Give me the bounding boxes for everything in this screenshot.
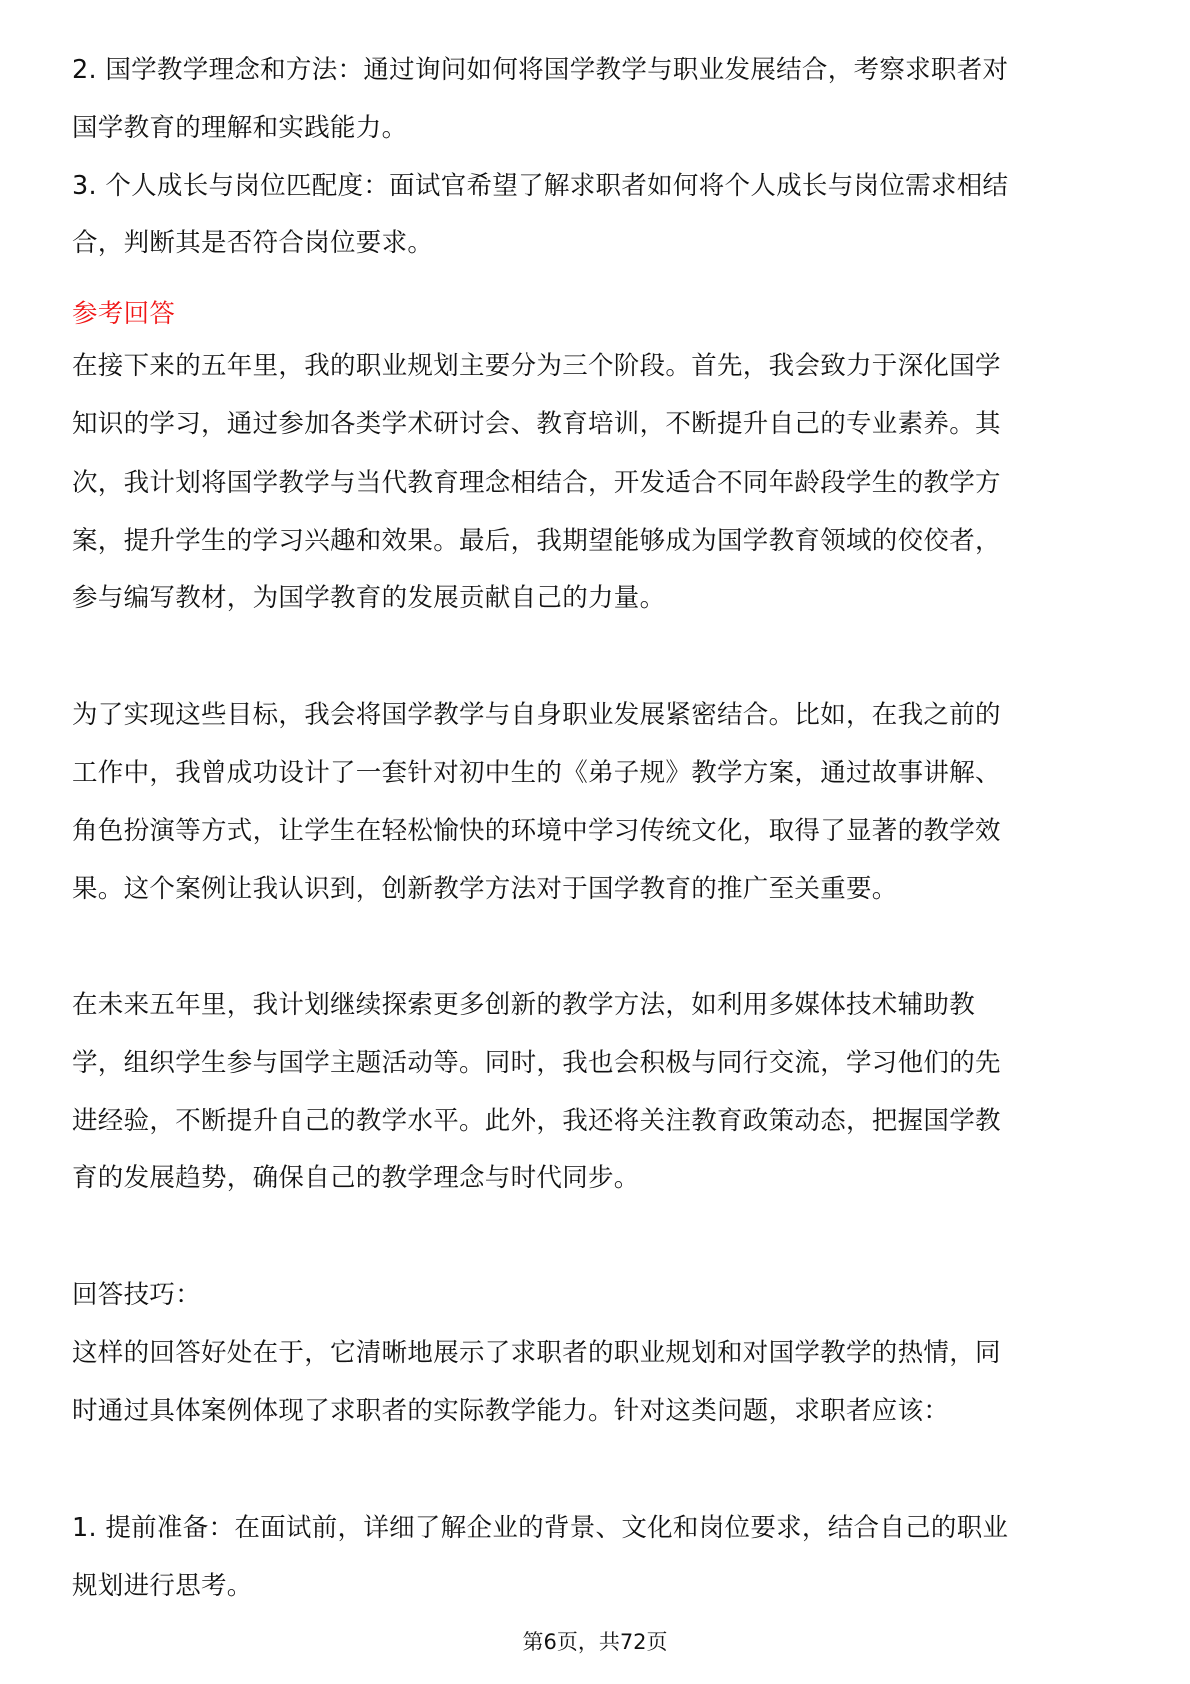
- answer-p1-line: 次，我计划将国学教学与当代教育理念相结合，开发适合不同年龄段学生的教学方: [72, 468, 1001, 498]
- answer-p1-line: 在接下来的五年里，我的职业规划主要分为三个阶段。首先，我会致力于深化国学: [72, 351, 1001, 381]
- point-3-line-2: 合，判断其是否符合岗位要求。: [72, 228, 434, 258]
- tip-1-line-1: 1. 提前准备：在面试前，详细了解企业的背景、文化和岗位要求，结合自己的职业: [72, 1513, 1009, 1543]
- page-number: 第6页，共72页: [522, 1630, 668, 1654]
- point-2-line-1: 2. 国学教学理念和方法：通过询问如何将国学教学与职业发展结合，考察求职者对: [72, 55, 1009, 85]
- answer-p2-line: 角色扮演等方式，让学生在轻松愉快的环境中学习传统文化，取得了显著的教学效: [72, 816, 1001, 846]
- answer-p2-line: 工作中，我曾成功设计了一套针对初中生的《弟子规》教学方案，通过故事讲解、: [72, 758, 1001, 788]
- tips-heading: 回答技巧：: [72, 1280, 202, 1310]
- tips-line: 这样的回答好处在于，它清晰地展示了求职者的职业规划和对国学教学的热情，同: [72, 1338, 1001, 1368]
- point-2-line-2: 国学教育的理解和实践能力。: [72, 113, 408, 143]
- answer-p1-line: 案，提升学生的学习兴趣和效果。最后，我期望能够成为国学教育领域的佼佼者，: [72, 526, 1001, 556]
- tips-line: 时通过具体案例体现了求职者的实际教学能力。针对这类问题，求职者应该：: [72, 1396, 950, 1426]
- answer-p3-line: 育的发展趋势，确保自己的教学理念与时代同步。: [72, 1163, 640, 1193]
- tip-1-line-2: 规划进行思考。: [72, 1571, 253, 1601]
- answer-p2-line: 果。这个案例让我认识到，创新教学方法对于国学教育的推广至关重要。: [72, 874, 898, 904]
- answer-p1-line: 知识的学习，通过参加各类学术研讨会、教育培训，不断提升自己的专业素养。其: [72, 409, 1001, 439]
- answer-p1-line: 参与编写教材，为国学教育的发展贡献自己的力量。: [72, 583, 666, 613]
- answer-p3-line: 学，组织学生参与国学主题活动等。同时，我也会积极与同行交流，学习他们的先: [72, 1048, 1001, 1078]
- answer-p3-line: 在未来五年里，我计划继续探索更多创新的教学方法，如利用多媒体技术辅助教: [72, 990, 976, 1020]
- answer-p2-line: 为了实现这些目标，我会将国学教学与自身职业发展紧密结合。比如，在我之前的: [72, 700, 1001, 730]
- answer-p3-line: 进经验，不断提升自己的教学水平。此外，我还将关注教育政策动态，把握国学教: [72, 1106, 1001, 1136]
- answer-heading: 参考回答: [72, 299, 176, 329]
- point-3-line-1: 3. 个人成长与岗位匹配度：面试官希望了解求职者如何将个人成长与岗位需求相结: [72, 171, 1009, 201]
